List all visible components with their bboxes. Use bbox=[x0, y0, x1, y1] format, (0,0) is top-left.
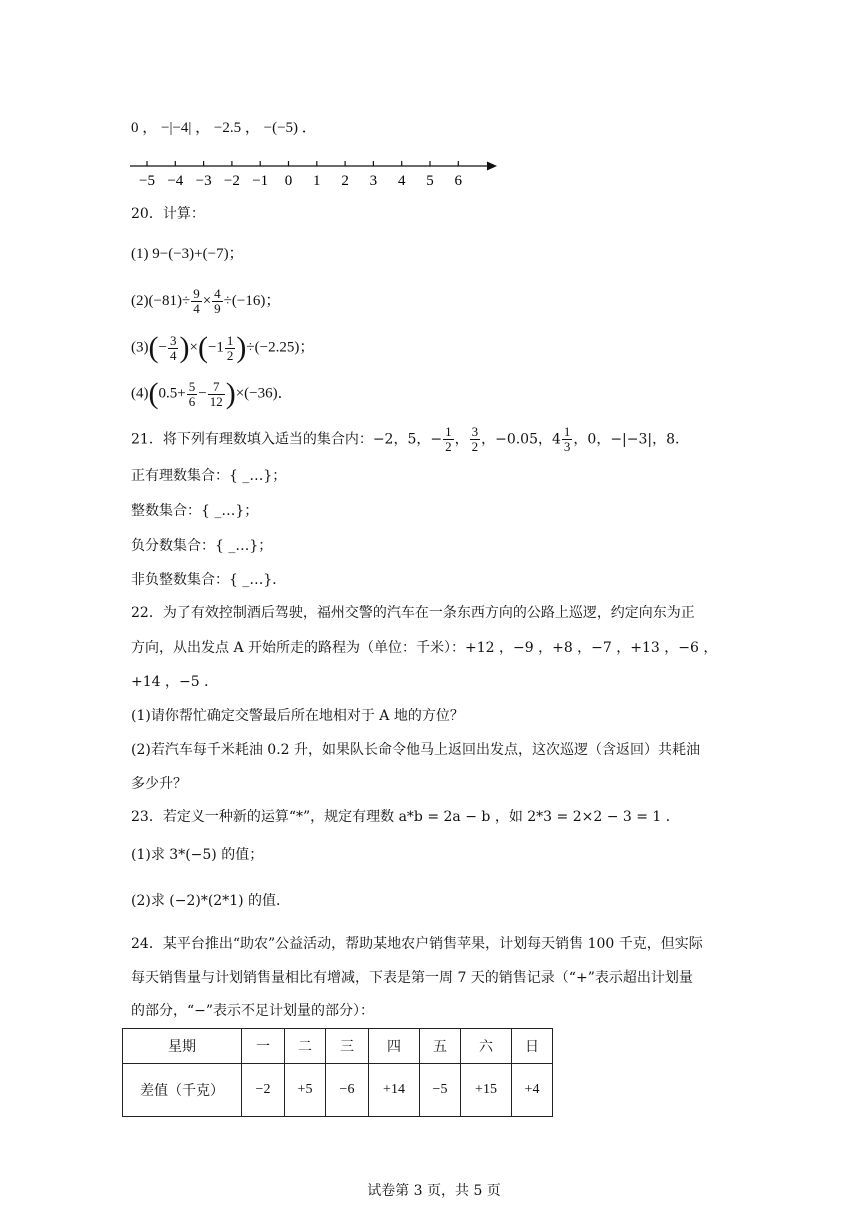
number-line-label: −5 bbox=[139, 173, 155, 189]
q21-set-positive: 正有理数集合：{ _…}； bbox=[131, 468, 287, 484]
q24-line3: 的部分，“−”表示不足计划量的部分）： bbox=[131, 1003, 375, 1019]
q20-part4: (4)(0.5+ $\frac{5}{6}$ − $\frac{7}{12}$ )×(−36)． bbox=[131, 377, 293, 410]
table-cell: +14 bbox=[369, 1064, 420, 1117]
q22-line3: +14 ，−5 ． bbox=[131, 674, 219, 690]
number-line-label: 4 bbox=[397, 173, 406, 189]
number-line bbox=[125, 155, 505, 189]
q21-title: 21．将下列有理数填入适当的集合内：−2，5，− $\frac{1}{2}$ ， $\frac{3}{2}$ ，−0.05，4 $\frac{1}{3}$ ，0，−|−3|，8． bbox=[131, 424, 690, 454]
q23-line1: 23．若定义一种新的运算“*”，规定有理数 a*b = 2a − b ，如 2*3 = 2×2 − 3 = 1 ． bbox=[131, 809, 680, 825]
q20-title: 20．计算： bbox=[131, 206, 205, 222]
table-header-cell: 二 bbox=[285, 1029, 326, 1064]
q22-line1: 22．为了有效控制酒后驾驶，福州交警的汽车在一条东西方向的公路上巡逻，约定向东为正 bbox=[131, 605, 695, 621]
number-line-label: 0 bbox=[284, 173, 293, 189]
number-line-label: −2 bbox=[223, 173, 240, 189]
number-line-label: 3 bbox=[369, 173, 378, 189]
q20-part1: (1) 9−(−3)+(−7)； bbox=[131, 246, 244, 262]
table-cell: −5 bbox=[420, 1064, 461, 1117]
number-line-label: 1 bbox=[313, 173, 321, 189]
table-cell: +15 bbox=[461, 1064, 512, 1117]
table-row bbox=[123, 1064, 553, 1117]
q23-part1: (1)求 3*(−5) 的值； bbox=[131, 847, 264, 863]
table-header-cell: 四 bbox=[369, 1029, 420, 1064]
table-cell: 差值（千克） bbox=[123, 1064, 242, 1117]
q22-part2-line2: 多少升？ bbox=[131, 776, 187, 792]
q21-set-nonnegative-integer: 非负整数集合：{ _…}． bbox=[131, 572, 287, 588]
q22-part2-line1: (2)若汽车每千米耗油 0.2 升，如果队长命令他马上返回出发点，这次巡逻（含返回）共耗油 bbox=[131, 742, 700, 758]
arrow-icon bbox=[487, 162, 497, 171]
q24-line2: 每天销售量与计划销售量相比有增减，下表是第一周 7 天的销售记录（“+”表示超出计划量 bbox=[131, 970, 693, 986]
table-header-cell: 一 bbox=[242, 1029, 285, 1064]
table-header-cell: 日 bbox=[512, 1029, 553, 1064]
number-line-label: 5 bbox=[426, 173, 434, 189]
q24-line1: 24．某平台推出“助农”公益活动，帮助某地农户销售苹果，计划每天销售 100 千克，但实际 bbox=[131, 936, 703, 952]
number-line-label: 2 bbox=[341, 173, 349, 189]
table-row bbox=[123, 1029, 553, 1064]
number-line-label: −1 bbox=[252, 173, 269, 189]
sales-table bbox=[122, 1028, 553, 1117]
q20-part3: (3)(− $\frac{3}{4}$ )×(−1 $\frac{1}{2}$ )÷(−2.25)； bbox=[131, 331, 315, 364]
q22-line2: 方向，从出发点 A 开始所走的路程为（单位：千米）：+12 ，−9 ，+8 ，−7 ，+13 ，−6 ， bbox=[131, 640, 718, 656]
table-cell: +5 bbox=[285, 1064, 326, 1117]
table-cell: −2 bbox=[242, 1064, 285, 1117]
table-header-cell: 三 bbox=[326, 1029, 369, 1064]
q22-part1: (1)请你帮忙确定交警最后所在地相对于 A 地的方位？ bbox=[131, 708, 464, 724]
q21-set-integer: 整数集合：{ _…}； bbox=[131, 503, 259, 519]
number-line-label: −3 bbox=[195, 173, 212, 189]
page-footer: 试卷第 3 页，共 5 页 bbox=[367, 1183, 501, 1199]
q20-part2: (2)(−81)÷ $\frac{9}{4}$ × $\frac{4}{9}$ ÷(−16)； bbox=[131, 286, 281, 316]
table-header-cell: 六 bbox=[461, 1029, 512, 1064]
q21-set-negative-fraction: 负分数集合：{ _…}； bbox=[131, 538, 273, 554]
table-cell: −6 bbox=[326, 1064, 369, 1117]
number-line-label: −4 bbox=[167, 173, 184, 189]
number-line-label: 6 bbox=[454, 173, 463, 189]
table-header-cell: 五 bbox=[420, 1029, 461, 1064]
table-header-cell: 星期 bbox=[123, 1029, 242, 1064]
table-cell: +4 bbox=[512, 1064, 553, 1117]
q23-part2: (2)求 (−2)*(2*1) 的值． bbox=[131, 893, 291, 909]
number-list: 0 ， −|−4| ， −2.5 ， −(−5) ． bbox=[131, 120, 317, 136]
